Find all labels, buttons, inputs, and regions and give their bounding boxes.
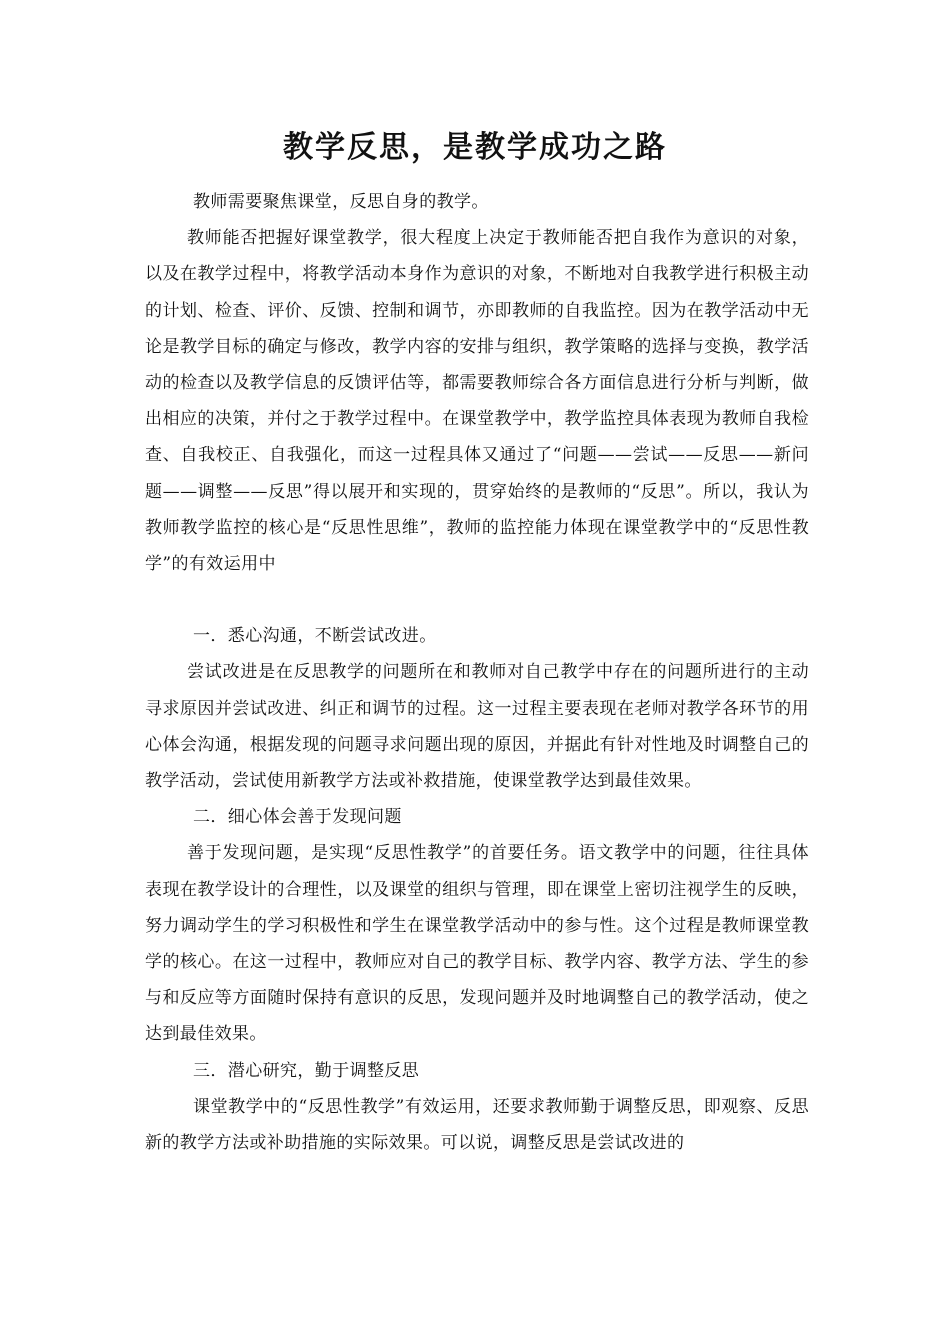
- document-body: [145, 184, 809, 1161]
- section-paragraph-1: 尝试改进是在反思教学的问题所在和教师对自己教学中存在的问题所进行的主动寻求原因并尝试改进、纠正和调节的过程。这一过程主要表现在老师对教学各环节的用心体会沟通，根据发现的问题寻求问题出现的原因，并据此有针对性地及时调整自己的教学活动，尝试使用新教学方法或补救措施，使课堂教学达到最佳效果。: [145, 662, 809, 792]
- section-paragraph-3: 课堂教学中的“反思性教学”有效运用，还要求教师勤于调整反思，即观察、反思新的教学方法或补助措施的实际效果。可以说，调整反思是尝试改进的: [145, 1096, 809, 1154]
- section-paragraph-2: 善于发现问题，是实现“反思性教学”的首要任务。语文教学中的问题，往往具体表现在教学设计的合理性，以及课堂的组织与管理，即在课堂上密切注视学生的反映，努力调动学生的学习积极性和学生在课堂教学活动中的参与性。这个过程是教师课堂教学的核心。在这一过程中，教师应对自己的教学目标、教学内容、教学方法、学生的参与和反应等方面随时保持有意识的反思，发现问题并及时地调整自己的教学活动，使之达到最佳效果。: [145, 843, 809, 1045]
- section-heading-3: 三．潜心研究，勤于调整反思: [193, 1060, 420, 1081]
- section-heading-1: 一．悉心沟通，不断尝试改进。: [193, 626, 437, 647]
- main-paragraph: 教师能否把握好课堂教学，很大程度上决定于教师能否把自我作为意识的对象，以及在教学过程中，将教学活动本身作为意识的对象，不断地对自我教学进行积极主动的计划、检查、评价、反馈、控制和调节，亦即教师的自我监控。因为在教学活动中无论是教学目标的确定与修改，教学内容的安排与组织，教学策略的选择与变换，教学活动的检查以及教学信息的反馈评估等，都需要教师综合各方面信息进行分析与判断，做出相应的决策，并付之于教学过程中。在课堂教学中，教学监控具体表现为教师自我检查、自我校正、自我强化，而这一过程具体又通过了“问题——尝试——反思——新问题——调整——反思”得以展开和实现的，贯穿始终的是教师的“反思”。所以，我认为教师教学监控的核心是“反思性思维”，教师的监控能力体现在课堂教学中的“反思性教学”的有效运用中: [145, 228, 809, 575]
- intro-paragraph: 教师需要聚焦课堂，反思自身的教学。: [193, 192, 489, 212]
- document-title: 教学反思，是教学成功之路: [283, 130, 667, 165]
- section-heading-2: 二．细心体会善于发现问题: [193, 807, 402, 828]
- paragraph-gap: [145, 582, 809, 618]
